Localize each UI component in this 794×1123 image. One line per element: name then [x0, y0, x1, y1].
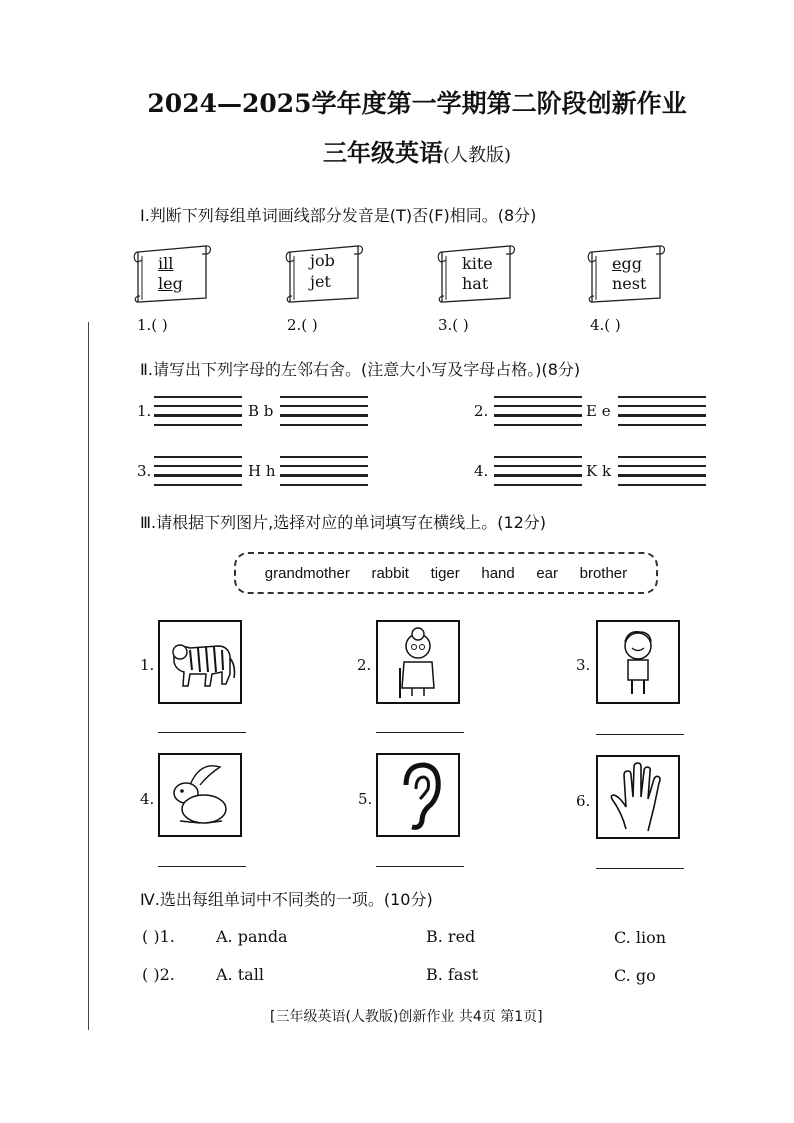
question-bracket[interactable]: ( )1. — [142, 927, 175, 946]
scroll-word-bottom: nest — [612, 274, 647, 293]
picture-num: 4. — [140, 790, 155, 808]
scroll-word-bottom: hat — [462, 274, 489, 293]
question-bracket[interactable]: ( )2. — [142, 965, 175, 984]
answer-blank-3[interactable]: 3.( ) — [438, 316, 469, 334]
tiger-picture — [158, 620, 242, 704]
scroll-word-top: job — [310, 251, 335, 270]
page-title: 2024—2025学年度第一学期第二阶段创新作业 — [147, 89, 687, 118]
boy-icon — [598, 622, 678, 702]
word-bank-item: brother — [579, 564, 628, 582]
letter-item-num: 1. — [137, 402, 152, 420]
boy-picture — [596, 620, 680, 704]
hand-picture — [596, 755, 680, 839]
answer-blank-2[interactable]: 2.( ) — [287, 316, 318, 334]
word-scroll-4 — [586, 242, 668, 302]
writing-lines-left[interactable] — [494, 456, 582, 490]
option-a: A. tall — [216, 965, 264, 984]
letter-item-num: 4. — [474, 462, 489, 480]
scroll-icon — [586, 242, 670, 304]
option-b: B. red — [426, 927, 476, 946]
option-a: A. panda — [216, 927, 288, 946]
section2-heading: Ⅱ.请写出下列字母的左邻右舍。(注意大小写及字母占格。)(8分) — [140, 360, 581, 379]
option-c: C. lion — [614, 928, 667, 947]
writing-lines-right[interactable] — [618, 456, 706, 490]
word-bank — [234, 552, 658, 594]
ear-picture — [376, 753, 460, 837]
option-c: C. go — [614, 966, 656, 985]
scroll-word-top: kite — [462, 254, 493, 273]
word-bank-item: hand — [481, 564, 515, 582]
word-scroll-1 — [132, 242, 214, 302]
section4-heading: Ⅳ.选出每组单词中不同类的一项。(10分) — [140, 890, 433, 909]
hand-icon — [598, 757, 678, 837]
answer-line[interactable] — [596, 868, 684, 869]
answer-line[interactable] — [158, 866, 246, 867]
rabbit-icon — [160, 755, 240, 835]
answer-line[interactable] — [376, 732, 464, 733]
tiger-icon — [160, 622, 240, 702]
section3-heading: Ⅲ.请根据下列图片,选择对应的单词填写在横线上。(12分) — [140, 513, 547, 532]
picture-num: 5. — [358, 790, 373, 808]
word-scroll-2 — [284, 242, 366, 302]
letter-pair: B b — [248, 402, 274, 420]
letter-pair: E e — [586, 402, 611, 420]
subtitle-main: 三年级英语 — [322, 138, 443, 167]
grandmother-icon — [378, 622, 458, 702]
writing-lines-right[interactable] — [618, 396, 706, 430]
picture-num: 1. — [140, 656, 155, 674]
answer-blank-1[interactable]: 1.( ) — [137, 316, 168, 334]
answer-line[interactable] — [376, 866, 464, 867]
picture-num: 2. — [357, 656, 372, 674]
word-bank-item: ear — [536, 564, 559, 582]
rabbit-picture — [158, 753, 242, 837]
answer-line[interactable] — [158, 732, 246, 733]
option-b: B. fast — [426, 965, 479, 984]
grandmother-picture — [376, 620, 460, 704]
ear-icon — [378, 755, 458, 835]
letter-pair: H h — [248, 462, 276, 480]
page-footer: [三年级英语(人教版)创新作业 共4页 第1页] — [270, 1009, 543, 1025]
subtitle-edition: (人教版) — [442, 145, 512, 166]
letter-item-num: 3. — [137, 462, 152, 480]
letter-pair: K k — [586, 462, 612, 480]
section1-heading: Ⅰ.判断下列每组单词画线部分发音是(T)否(F)相同。(8分) — [140, 206, 537, 225]
scroll-icon — [436, 242, 520, 304]
scroll-icon — [132, 242, 216, 304]
scroll-word-bottom: leg — [158, 274, 183, 293]
word-scroll-3 — [436, 242, 518, 302]
letter-item-num: 2. — [474, 402, 489, 420]
scroll-word-top: ill — [158, 254, 174, 273]
writing-lines-right[interactable] — [280, 456, 368, 490]
writing-lines-left[interactable] — [154, 396, 242, 430]
word-bank-item: grandmother — [264, 564, 350, 582]
writing-lines-left[interactable] — [494, 396, 582, 430]
writing-lines-left[interactable] — [154, 456, 242, 490]
scroll-word-bottom: jet — [310, 272, 331, 291]
page-subtitle — [0, 133, 794, 168]
word-bank-item: rabbit — [371, 564, 409, 582]
word-bank-item: tiger — [430, 564, 460, 582]
picture-num: 6. — [576, 792, 591, 810]
scroll-word-top: egg — [612, 254, 642, 273]
writing-lines-right[interactable] — [280, 396, 368, 430]
answer-blank-4[interactable]: 4.( ) — [590, 316, 621, 334]
answer-line[interactable] — [596, 734, 684, 735]
picture-num: 3. — [576, 656, 591, 674]
binding-margin-line — [88, 322, 89, 1030]
